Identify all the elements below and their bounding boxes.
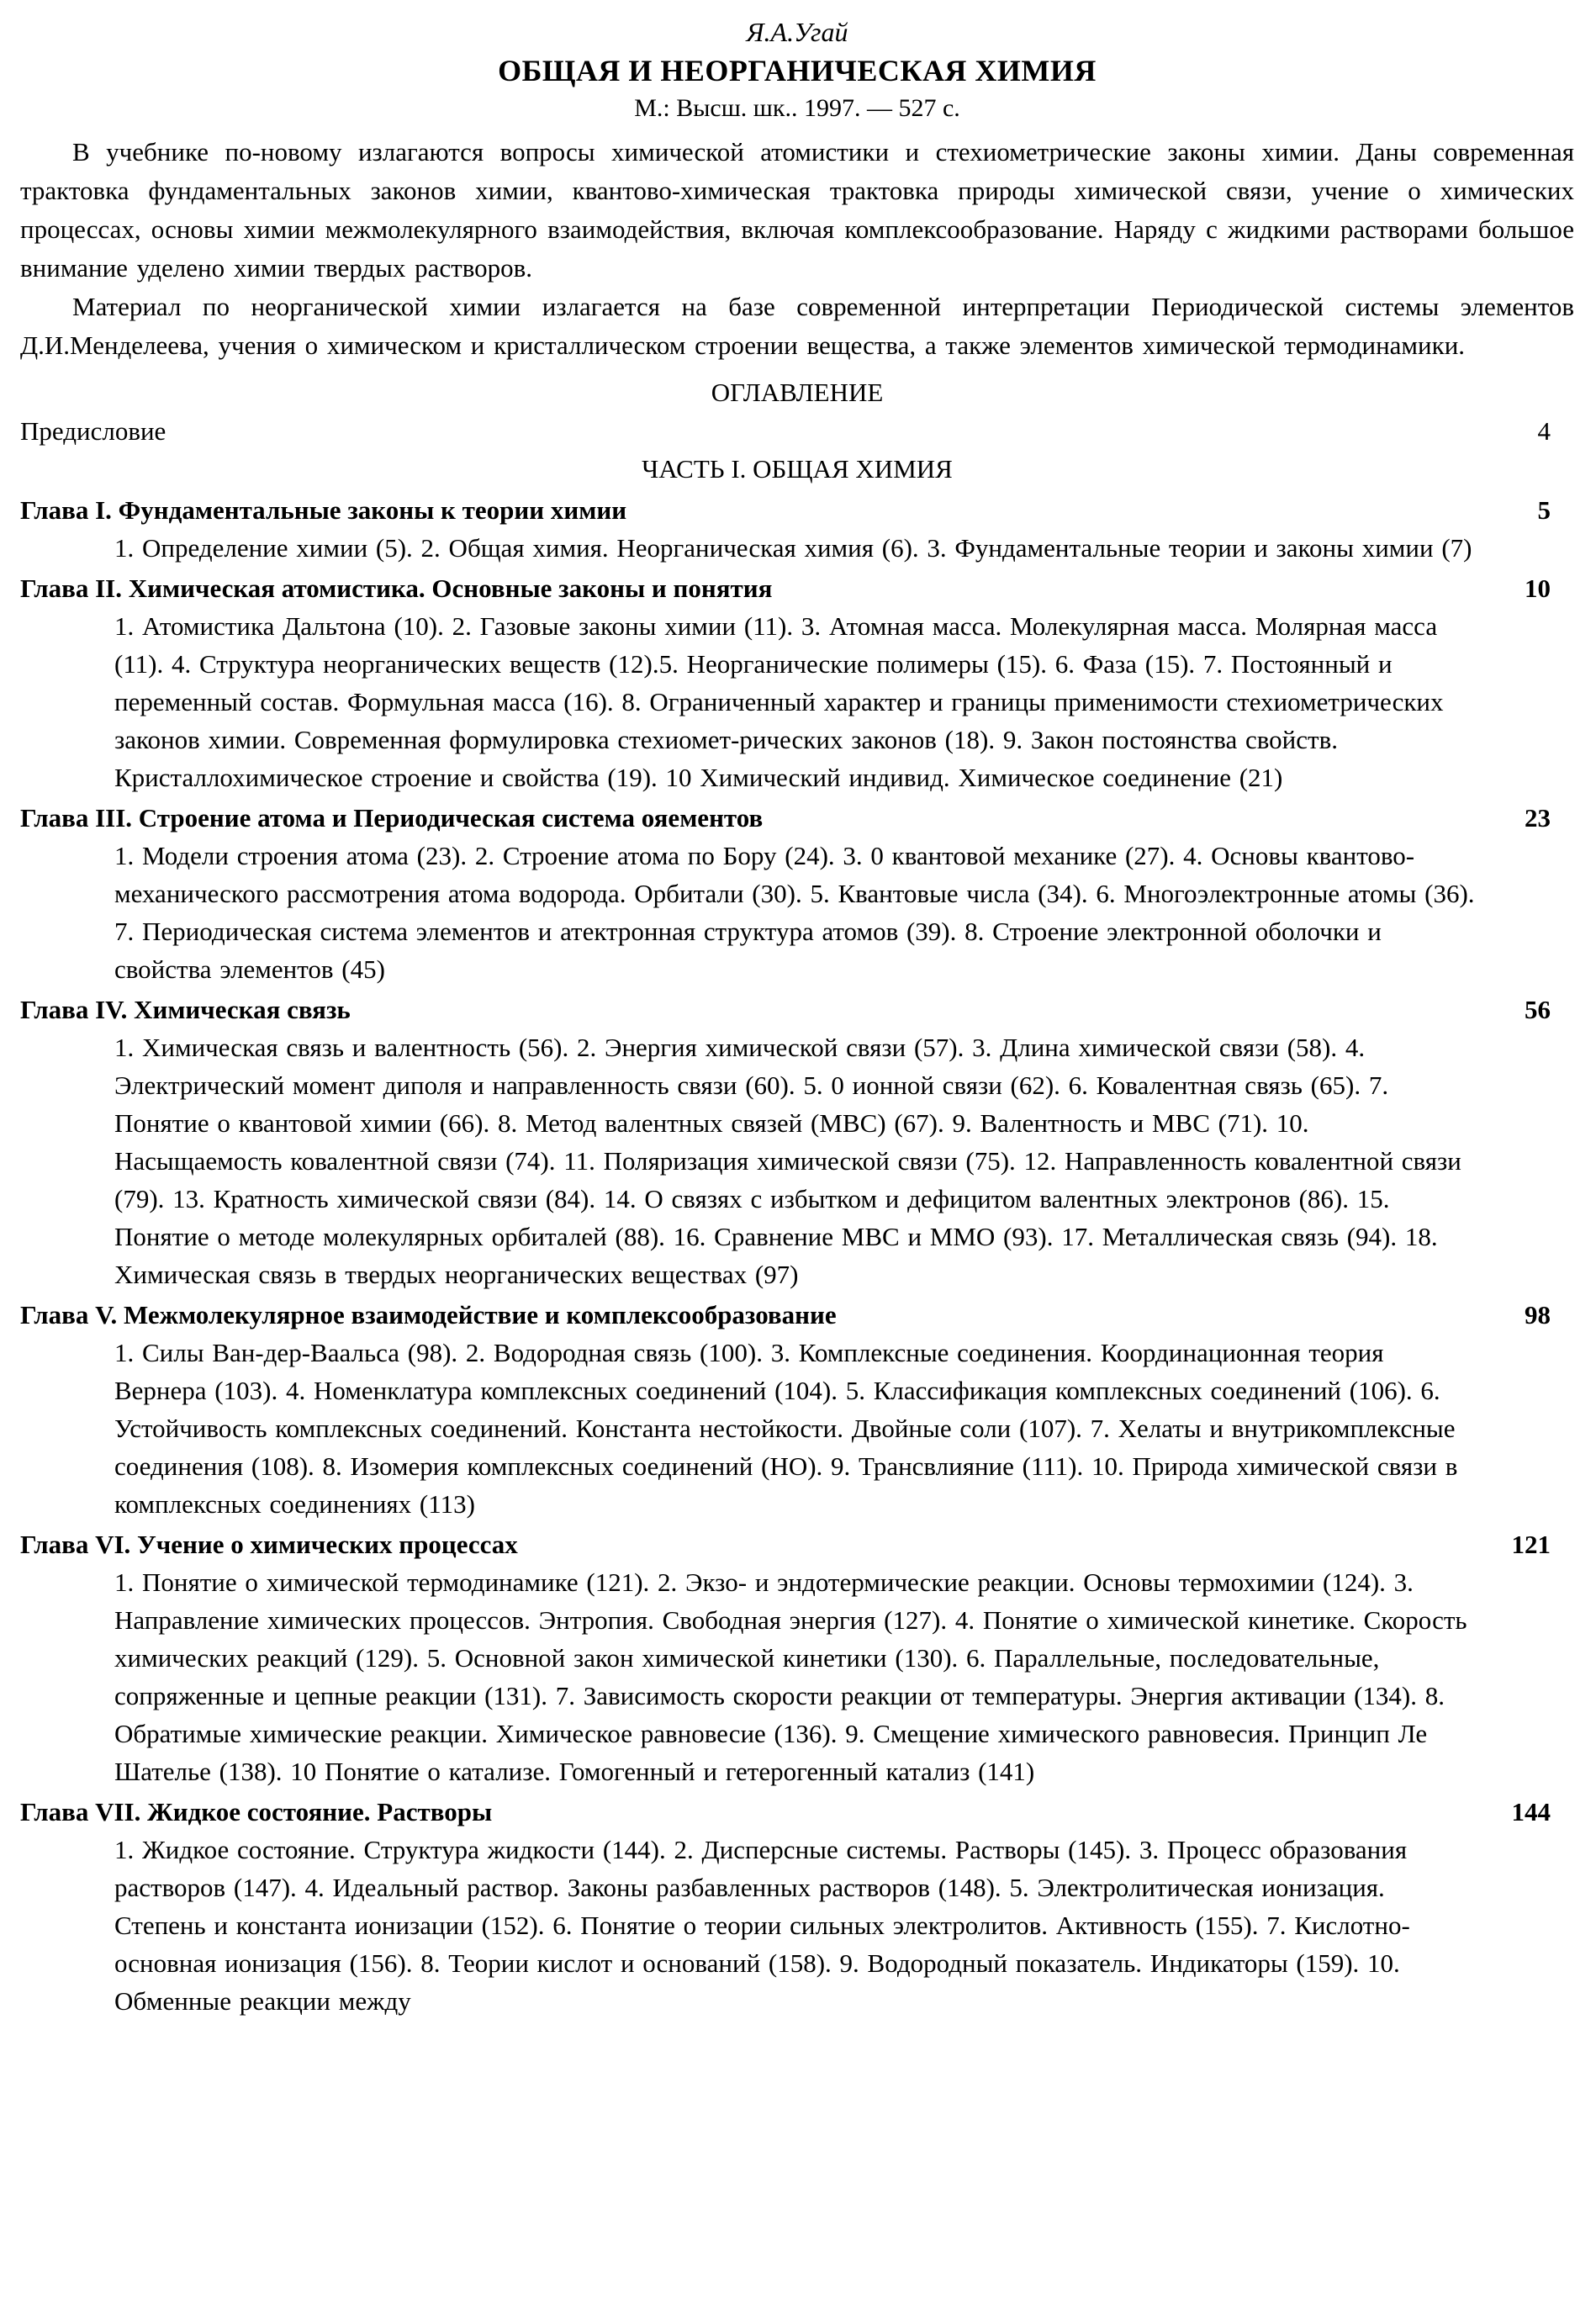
toc-chapter-row: [20, 1793, 1574, 1831]
toc-chapter-row: [20, 1296, 1574, 1334]
book-author: Я.А.Угай: [746, 17, 848, 47]
chapter-page-number: 23: [1525, 803, 1551, 833]
chapter-sections: 1. Силы Ван-дер-Ваальса (98). 2. Водородная связь (100). 3. Комплексные соединения. Координационная теория Вернера (103). 4. Номенклатура комплексных соединений (104). 5. Классификация комплексных соединений (106). 6. Устойчивость комплексных соединений. Константа нестойкости. Двойные соли (107). 7. Хелаты и внутрикомплексные соединения (108). 8. Изомерия комплексных соединений (НО). 9. Трансвлияние (111). 10. Природа химической связи в комплексных соединениях (113): [114, 1338, 1458, 1519]
toc-chapter-row: [20, 991, 1574, 1028]
chapter-page-number: 5: [1537, 495, 1551, 525]
book-imprint: М.: Высш. шк.. 1997. — 527 с.: [634, 94, 960, 122]
chapter-sections: 1. Химическая связь и валентность (56). 2. Энергия химической связи (57). 3. Длина химической связи (58). 4. Электрический момент диполя и направленность связи (60). 5. 0 ионной связи (62). 6. Ковалентная связь (65). 7. Понятие о квантовой химии (66). 8. Метод валентных связей (МВС) (67). 9. Валентность и МВС (71). 10. Насыщаемость ковалентной связи (74). 11. Поляризация химической связи (75). 12. Направленность ковалентной связи (79). 13. Кратность химической связи (84). 14. О связях с избытком и дефицитом валентных электронов (86). 15. Понятие о методе молекулярных орбиталей (88). 16. Сравнение МВС и ММО (93). 17. Металлическая связь (94). 18. Химическая связь в твердых неорганических веществах (97): [114, 1033, 1461, 1289]
toc-chapter-row: [20, 491, 1574, 529]
chapter-title: Глава I. Фундаментальные законы к теории химии: [20, 495, 627, 525]
preface-label: Предисловие: [20, 416, 166, 446]
book-title: ОБЩАЯ И НЕОРГАНИЧЕСКАЯ ХИМИЯ: [498, 54, 1097, 87]
toc-chapter-2: [20, 569, 1574, 796]
chapter-title: Глава VII. Жидкое состояние. Растворы: [20, 1797, 493, 1826]
chapter-title: Глава III. Строение атома и Периодическая система ояементов: [20, 803, 764, 833]
chapter-sections: 1. Понятие о химической термодинамике (121). 2. Экзо- и эндотермические реакции. Основы термохимии (124). 3. Направление химических процессов. Энтропия. Свободная энергия (127). 4. Понятие о химической кинетике. Скорость химических реакций (129). 5. Основной закон химической кинетики (130). 6. Параллельные, последовательные, сопряженные и цепные реакции (131). 7. Зависимость скорости реакции от температуры. Энергия активации (134). 8. Обратимые химические реакции. Химическое равновесие (136). 9. Смещение химического равновесия. Принцип Ле Шателье (138). 10 Понятие о катализе. Гомогенный и гетерогенный катализ (141): [114, 1567, 1467, 1786]
annotation-paragraph-2: Материал по неорганической химии излагается на базе современной интерпретации Периодической системы элементов Д.И.Менделеева, учения о химическом и кристаллическом строении вещества, а также элементов химической термодинамики.: [20, 292, 1574, 360]
chapter-sections: 1. Жидкое состояние. Структура жидкости (144). 2. Дисперсные системы. Растворы (145). 3. Процесс образования растворов (147). 4. Идеальный раствор. Законы разбавленных растворов (148). 5. Электролитическая ионизация. Степень и константа ионизации (152). 6. Понятие о теории сильных электролитов. Активность (155). 7. Кислотно-основная ионизация (156). 8. Теории кислот и оснований (158). 9. Водородный показатель. Индикаторы (159). 10. Обменные реакции между: [114, 1835, 1410, 2016]
chapter-title: Глава IV. Химическая связь: [20, 995, 351, 1024]
preface-row: [20, 412, 1574, 450]
chapter-page-number: 10: [1525, 574, 1551, 603]
toc-chapter-6: [20, 1525, 1574, 1790]
toc-chapter-row: [20, 1525, 1574, 1563]
chapter-sections: 1. Модели строения атома (23). 2. Строение атома по Бору (24). 3. 0 квантовой механике (27). 4. Основы квантово-механического рассмотрения атома водорода. Орбитали (30). 5. Квантовые числа (34). 6. Многоэлектронные атомы (36). 7. Периодическая система элементов и атектронная структура атомов (39). 8. Строение электронной оболочки и свойства элементов (45): [114, 841, 1475, 984]
chapter-sections: 1. Определение химии (5). 2. Общая химия. Неорганическая химия (6). 3. Фундаментальные теории и законы химии (7): [114, 533, 1472, 563]
annotation-paragraph-1: В учебнике по-новому излагаются вопросы химической атомистики и стехиометрические законы химии. Даны современная трактовка фундаментальных законов химии, квантово-химическая трактовка природы химической связи, учение о химических процессах, основы химии межмолекулярного взаимодействия, включая комплексообразование. Наряду с жидкими растворами большое внимание уделено химии твердых растворов.: [20, 137, 1574, 283]
toc-chapter-3: [20, 799, 1574, 988]
toc-heading: ОГЛАВЛЕНИЕ: [711, 378, 884, 407]
chapter-title: Глава VI. Учение о химических процессах: [20, 1530, 518, 1559]
toc-chapter-7: [20, 1793, 1574, 2020]
toc-chapter-1: [20, 491, 1574, 567]
toc-chapter-5: [20, 1296, 1574, 1523]
preface-page-number: 4: [1537, 416, 1551, 446]
chapter-sections: 1. Атомистика Дальтона (10). 2. Газовые законы химии (11). 3. Атомная масса. Молекулярная масса. Молярная масса (11). 4. Структура неорганических веществ (12).5. Неорганические полимеры (15). 6. Фаза (15). 7. Постоянный и переменный состав. Формульная масса (16). 8. Ограниченный характер и границы применимости стехиометрических законов химии. Современная формулировка стехиомет-рических законов (18). 9. Закон постоянства свойств. Кристаллохимическое строение и свойства (19). 10 Химический индивид. Химическое соединение (21): [114, 611, 1444, 792]
chapter-page-number: 121: [1511, 1530, 1551, 1559]
chapter-title: Глава V. Межмолекулярное взаимодействие и комплексообразование: [20, 1300, 837, 1329]
toc-chapter-4: [20, 991, 1574, 1293]
chapter-page-number: 144: [1511, 1797, 1551, 1826]
chapter-title: Глава II. Химическая атомистика. Основные законы и понятия: [20, 574, 773, 603]
toc-chapter-row: [20, 569, 1574, 607]
part-heading: ЧАСТЬ I. ОБЩАЯ ХИМИЯ: [642, 454, 953, 484]
chapter-page-number: 56: [1525, 995, 1551, 1024]
chapter-page-number: 98: [1525, 1300, 1551, 1329]
toc-chapter-row: [20, 799, 1574, 837]
